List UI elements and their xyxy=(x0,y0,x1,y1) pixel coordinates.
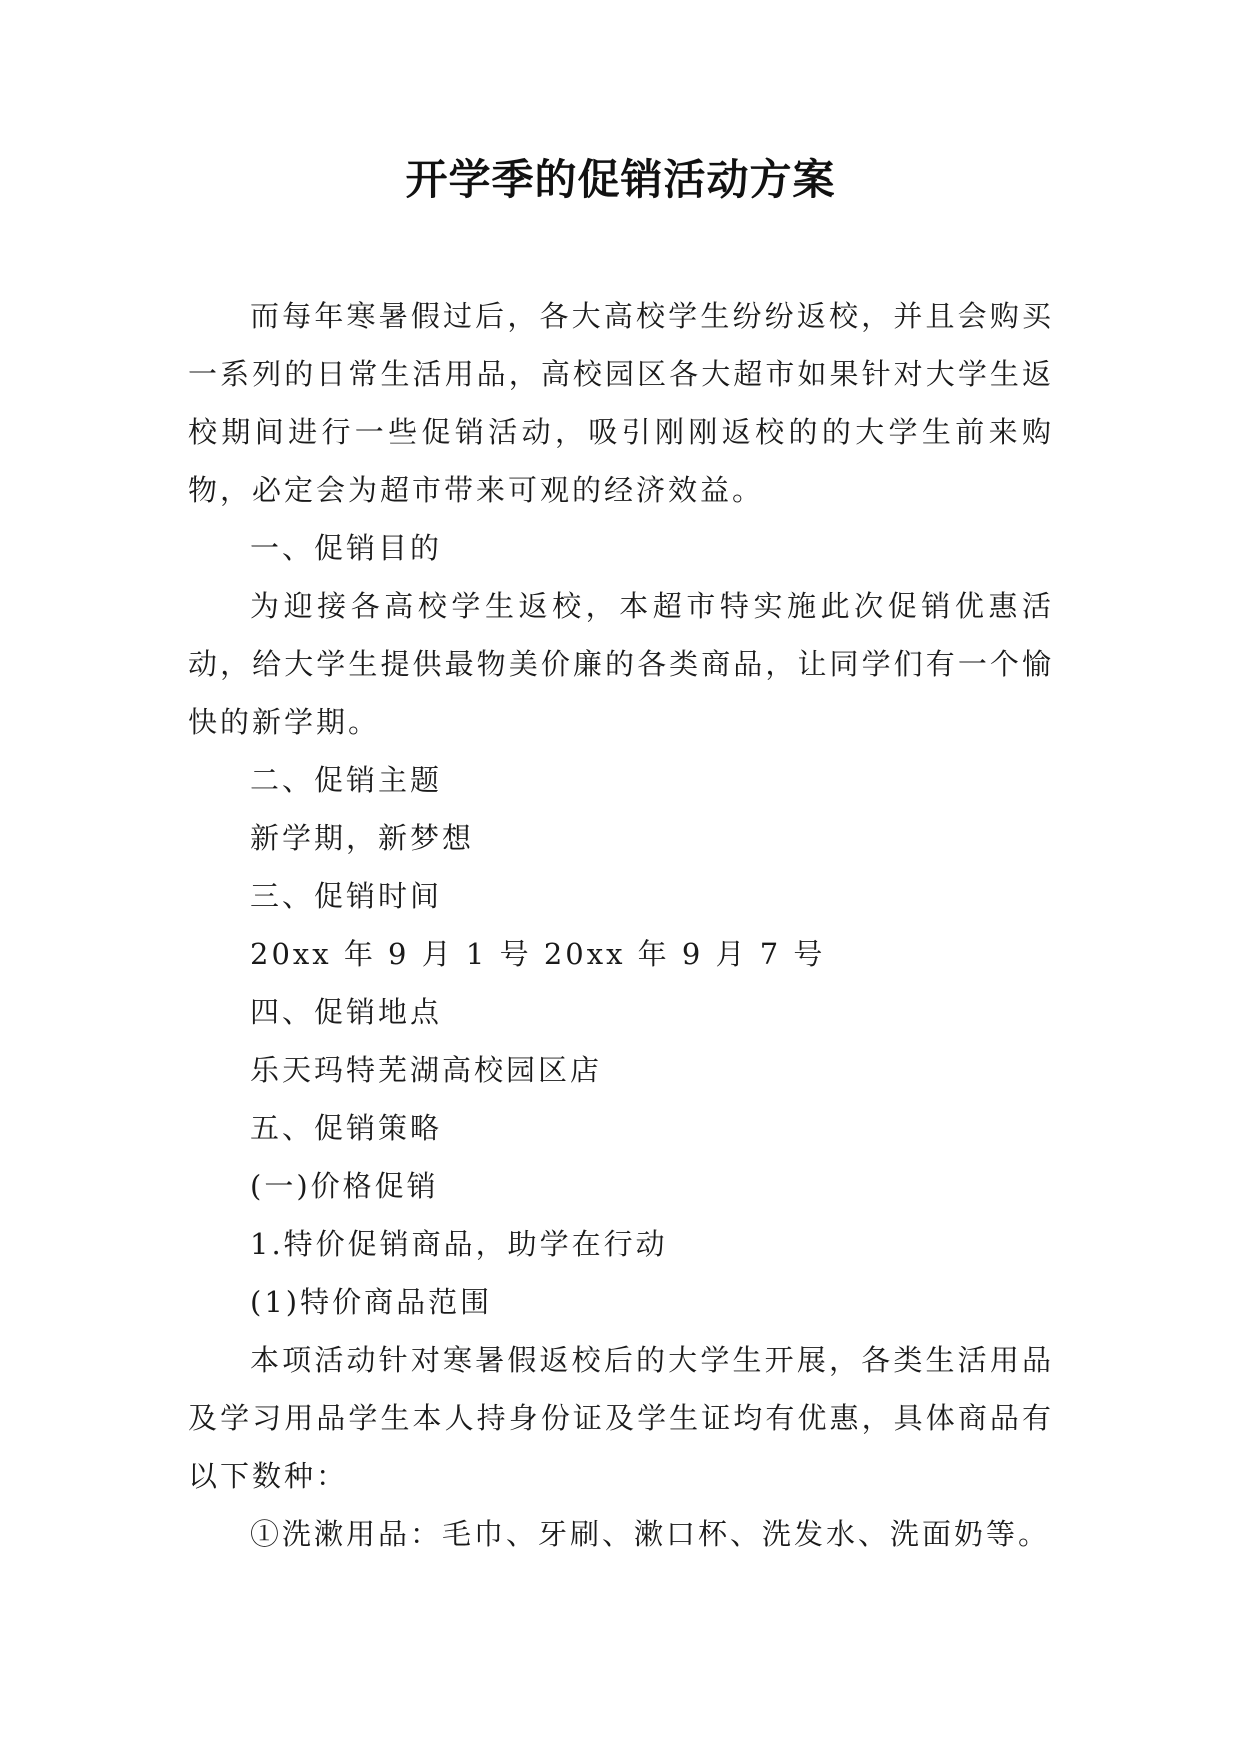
paragraph-purpose: 为迎接各高校学生返校，本超市特实施此次促销优惠活动，给大学生提供最物美价廉的各类商品，让同学们有一个愉快的新学期。 xyxy=(188,589,1054,739)
subheading-product-range: (1)特价商品范围 xyxy=(250,1285,493,1319)
list-item-toiletries: ①洗漱用品：毛巾、牙刷、漱口杯、洗发水、洗面奶等。 xyxy=(250,1517,1051,1551)
heading-location: 四、促销地点 xyxy=(250,995,443,1029)
paragraph-theme: 新学期，新梦想 xyxy=(250,821,475,855)
paragraph-time: 20xx 年 9 月 1 号 20xx 年 9 月 7 号 xyxy=(250,937,826,971)
heading-strategy: 五、促销策略 xyxy=(250,1111,443,1145)
heading-theme: 二、促销主题 xyxy=(250,763,443,797)
heading-purpose: 一、促销目的 xyxy=(250,531,443,565)
paragraph-location: 乐天玛特芜湖高校园区店 xyxy=(250,1053,603,1087)
paragraph-product-range: 本项活动针对寒暑假返校后的大学生开展，各类生活用品及学习用品学生本人持身份证及学生证均有优惠，具体商品有以下数种： xyxy=(188,1343,1054,1493)
document-body xyxy=(188,287,1054,1563)
subheading-special-price: 1.特价促销商品，助学在行动 xyxy=(250,1227,668,1261)
paragraph-intro: 而每年寒暑假过后，各大高校学生纷纷返校，并且会购买一系列的日常生活用品，高校园区各大超市如果针对大学生返校期间进行一些促销活动，吸引刚刚返校的的大学生前来购物，必定会为超市带来可观的经济效益。 xyxy=(188,299,1054,507)
subheading-price-promotion: (一)价格促销 xyxy=(250,1169,439,1203)
heading-time: 三、促销时间 xyxy=(250,879,443,913)
document-title: 开学季的促销活动方案 xyxy=(405,155,836,204)
